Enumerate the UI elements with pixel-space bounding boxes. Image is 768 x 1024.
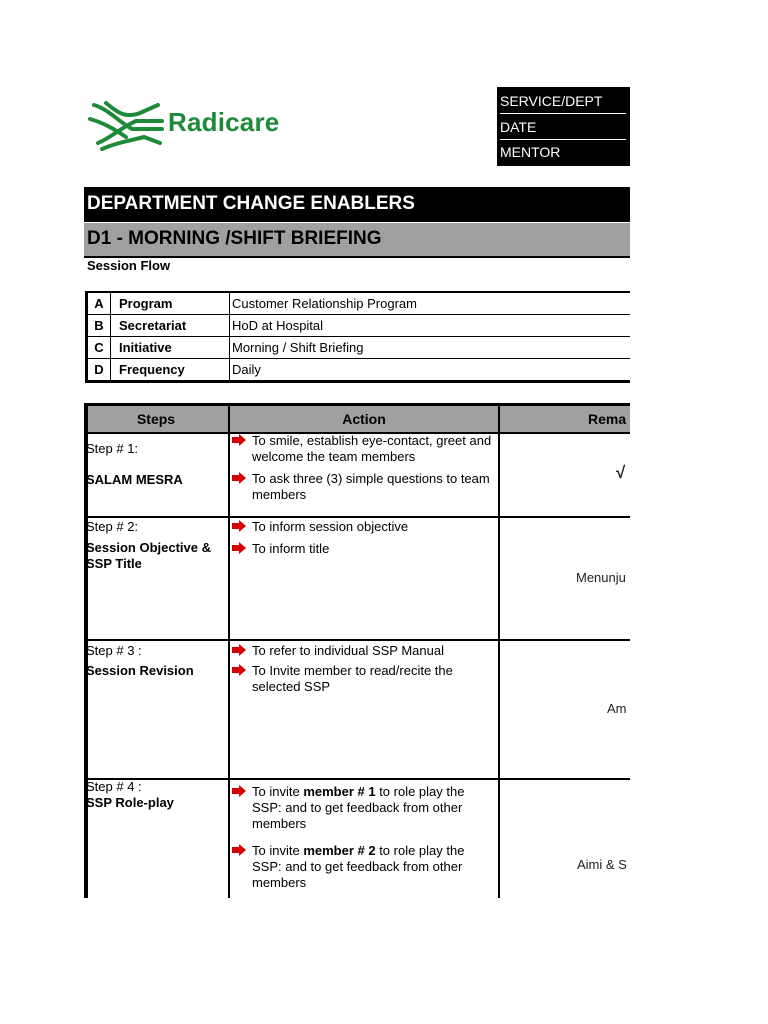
info-mentor: MENTOR: [500, 144, 561, 160]
radicare-logo-mark-icon: [88, 99, 166, 151]
info-date: DATE: [500, 115, 626, 140]
briefing-title-bar: [84, 223, 630, 258]
row-value: Customer Relationship Program: [230, 292, 631, 315]
step-title: Session Revision: [86, 663, 194, 678]
session-flow-label: Session Flow: [87, 258, 171, 273]
row-value: Daily: [230, 359, 631, 382]
step-number: Step # 2:: [86, 519, 139, 534]
steps-header: Steps: [84, 403, 228, 434]
table-row: [87, 315, 631, 337]
step-title: SALAM MESRA: [86, 472, 183, 487]
red-arrow-icon: [232, 542, 246, 554]
program-info-table: [85, 291, 630, 383]
action-item: [232, 843, 494, 891]
row-label: Secretariat: [111, 315, 230, 337]
action-text: To invite member # 1 to role play the SSP: and to get feedback from other members: [252, 784, 465, 831]
step-title: SSP Role-play: [86, 795, 174, 810]
action-text: To inform title: [252, 541, 330, 556]
row-value: HoD at Hospital: [230, 315, 631, 337]
action-item: [232, 784, 494, 832]
step-number: Step # 3 :: [86, 643, 142, 658]
step-number: Step # 4 :: [86, 779, 142, 794]
table-row: [87, 359, 631, 382]
department-title: DEPARTMENT CHANGE ENABLERS: [87, 193, 415, 214]
row-label: Initiative: [111, 337, 230, 359]
row-divider: [84, 516, 630, 518]
row-code: B: [87, 315, 111, 337]
step-title: Session Objective & SSP Title: [86, 540, 211, 571]
remark-checkmark: √: [616, 463, 626, 482]
row-label: Program: [111, 292, 230, 315]
action-item: [232, 663, 494, 695]
briefing-title: D1 - MORNING /SHIFT BRIEFING: [87, 228, 382, 249]
remark-text: Menunju: [576, 570, 626, 585]
red-arrow-icon: [232, 644, 246, 656]
row-code: A: [87, 292, 111, 315]
action-item: [232, 643, 494, 659]
radicare-logo: [88, 95, 303, 155]
step-number: Step # 1:: [86, 441, 139, 456]
info-box: [497, 87, 630, 166]
remarks-header-label: Rema: [588, 411, 627, 427]
action-text: To refer to individual SSP Manual: [252, 643, 444, 658]
column-divider: [228, 403, 230, 898]
table-row: [87, 292, 631, 315]
action-item: [232, 541, 494, 557]
row-code: C: [87, 337, 111, 359]
action-text: To inform session objective: [252, 519, 409, 534]
row-value: Morning / Shift Briefing: [230, 337, 631, 359]
red-arrow-icon: [232, 785, 246, 797]
row-code: D: [87, 359, 111, 382]
row-divider: [84, 778, 630, 780]
red-arrow-icon: [232, 434, 246, 446]
action-item: [232, 433, 494, 465]
column-divider: [498, 403, 500, 898]
action-item: [232, 471, 494, 503]
red-arrow-icon: [232, 844, 246, 856]
action-text: To invite member # 2 to role play the SSP: and to get feedback from other members: [252, 843, 465, 890]
red-arrow-icon: [232, 664, 246, 676]
info-service-dept: SERVICE/DEPT: [500, 89, 626, 114]
action-header: Action: [230, 403, 498, 434]
department-title-bar: [84, 187, 630, 222]
row-label: Frequency: [111, 359, 230, 382]
action-text: To Invite member to read/recite the selected SSP: [252, 663, 453, 694]
action-text: To ask three (3) simple questions to team members: [252, 471, 490, 502]
remarks-header: [500, 403, 630, 434]
action-text: To smile, establish eye-contact, greet and welcome the team members: [252, 433, 492, 464]
logo-wordmark: Radicare: [168, 107, 280, 137]
steps-table: [84, 403, 630, 898]
red-arrow-icon: [232, 472, 246, 484]
remark-text: Am: [607, 701, 627, 716]
action-item: [232, 519, 494, 535]
table-row: [87, 337, 631, 359]
red-arrow-icon: [232, 520, 246, 532]
remark-text: Aimi & S: [577, 857, 627, 872]
row-divider: [84, 639, 630, 641]
